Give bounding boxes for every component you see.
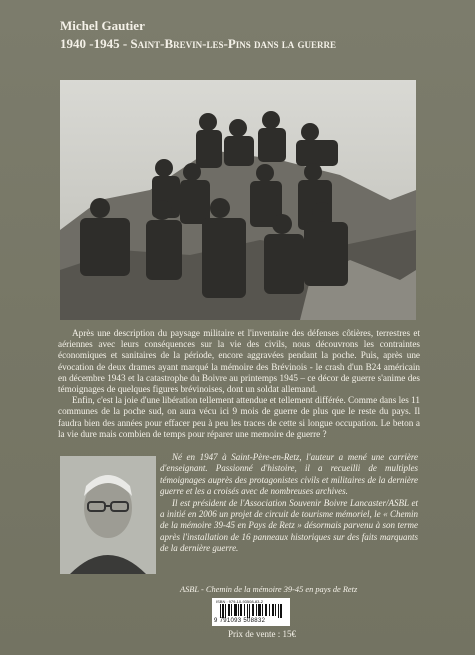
isbn-barcode [212, 598, 290, 626]
bio-paragraph-1: Né en 1947 à Saint-Père-en-Retz, l'auteur a mené une carrière d'enseignant. Passionné d'histoire, il a recueilli de multiples témoignages auprès des protagonistes civils et militaires de la dernière guerre et les a croisés avec de nombreuses archives. [160, 452, 418, 497]
author-name: Michel Gautier [60, 18, 145, 33]
summary-text [58, 328, 420, 440]
summary-paragraph-1: Après une description du paysage militaire et l'inventaire des défenses côtières, terrestres et aériennes avec leurs conséquences sur la vie des civils, nous découvrons les contraintes économiques et sanitaires de la période, encore aggravées pendant la poche. Puis, après une évocation de deux drames ayant marqué la mémoire des Brévinois - le crash d'un B24 américain en décembre 1943 et la catastrophe du Boivre au printemps 1945 – ce décor de guerre s'anime des témoignages de quelques figures brévinoises, dont un soldat allemand. [58, 328, 420, 395]
cover-photo-soldiers [60, 80, 416, 320]
bio-paragraph-2: Il est président de l'Association Souvenir Boivre Lancaster/ASBL et a initié en 2006 un projet de circuit de tourisme mémoriel, le « Chemin de la mémoire 39-45 en Pays de Retz » désormais parvenu à son terme après l'installation de 16 panneaux historiques sur des faits marquants de la dernière guerre. [160, 497, 418, 554]
barcode-number: 9 791093 508832 [214, 618, 266, 624]
author-bio [160, 452, 418, 555]
publisher-line: ASBL - Chemin de la mémoire 39-45 en pays de Retz [180, 585, 358, 594]
summary-paragraph-2: Enfin, c'est la joie d'une libération tellement attendue et tellement différée. Comme dans les 11 communes de la poche sud, on aura vécu ici 9 mois de guerre de plus que le reste du pays. Il faudra bien des années pour effacer peu à peu les traces de cette si longue occupation. Le beton a la vie dure mais combien de temps pour réparer une memoire de guerre ? [58, 395, 420, 439]
title-dates: 1940 -1945 - [60, 36, 131, 51]
price-label: Prix de vente : 15€ [228, 629, 296, 639]
isbn-label: ISBN : 979-10-93508-83-2 [216, 599, 263, 604]
book-title [60, 36, 336, 52]
author-portrait [60, 456, 156, 574]
title-main: Saint-Brevin-les-Pins dans la guerre [130, 36, 337, 51]
